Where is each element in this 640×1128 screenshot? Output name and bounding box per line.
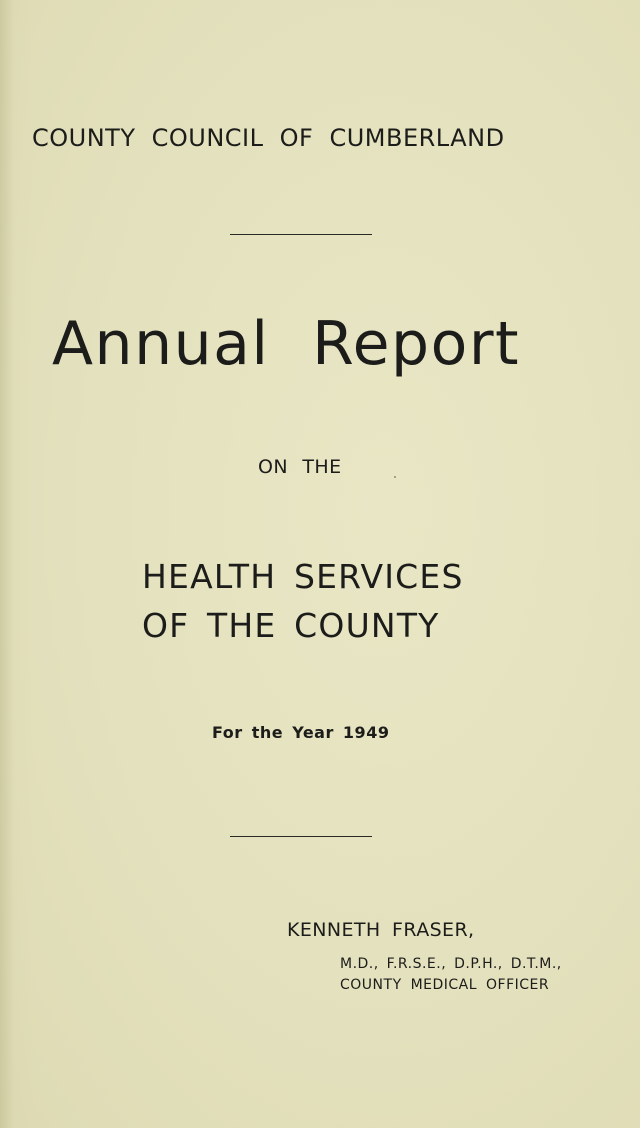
report-title: Annual Report <box>52 309 521 379</box>
top-divider <box>230 234 372 235</box>
subject-line-1: HEALTH SERVICES <box>142 557 464 596</box>
council-heading: COUNTY COUNCIL OF CUMBERLAND <box>32 124 505 152</box>
report-year: For the Year 1949 <box>212 723 390 742</box>
paper-speck <box>394 476 396 478</box>
author-position: COUNTY MEDICAL OFFICER <box>340 977 550 993</box>
on-the-label: ON THE <box>258 456 342 478</box>
bottom-divider <box>230 836 372 837</box>
subject-line-2: OF THE COUNTY <box>142 606 440 645</box>
author-qualifications: M.D., F.R.S.E., D.P.H., D.T.M., <box>340 956 562 972</box>
author-name: KENNETH FRASER, <box>287 919 475 941</box>
